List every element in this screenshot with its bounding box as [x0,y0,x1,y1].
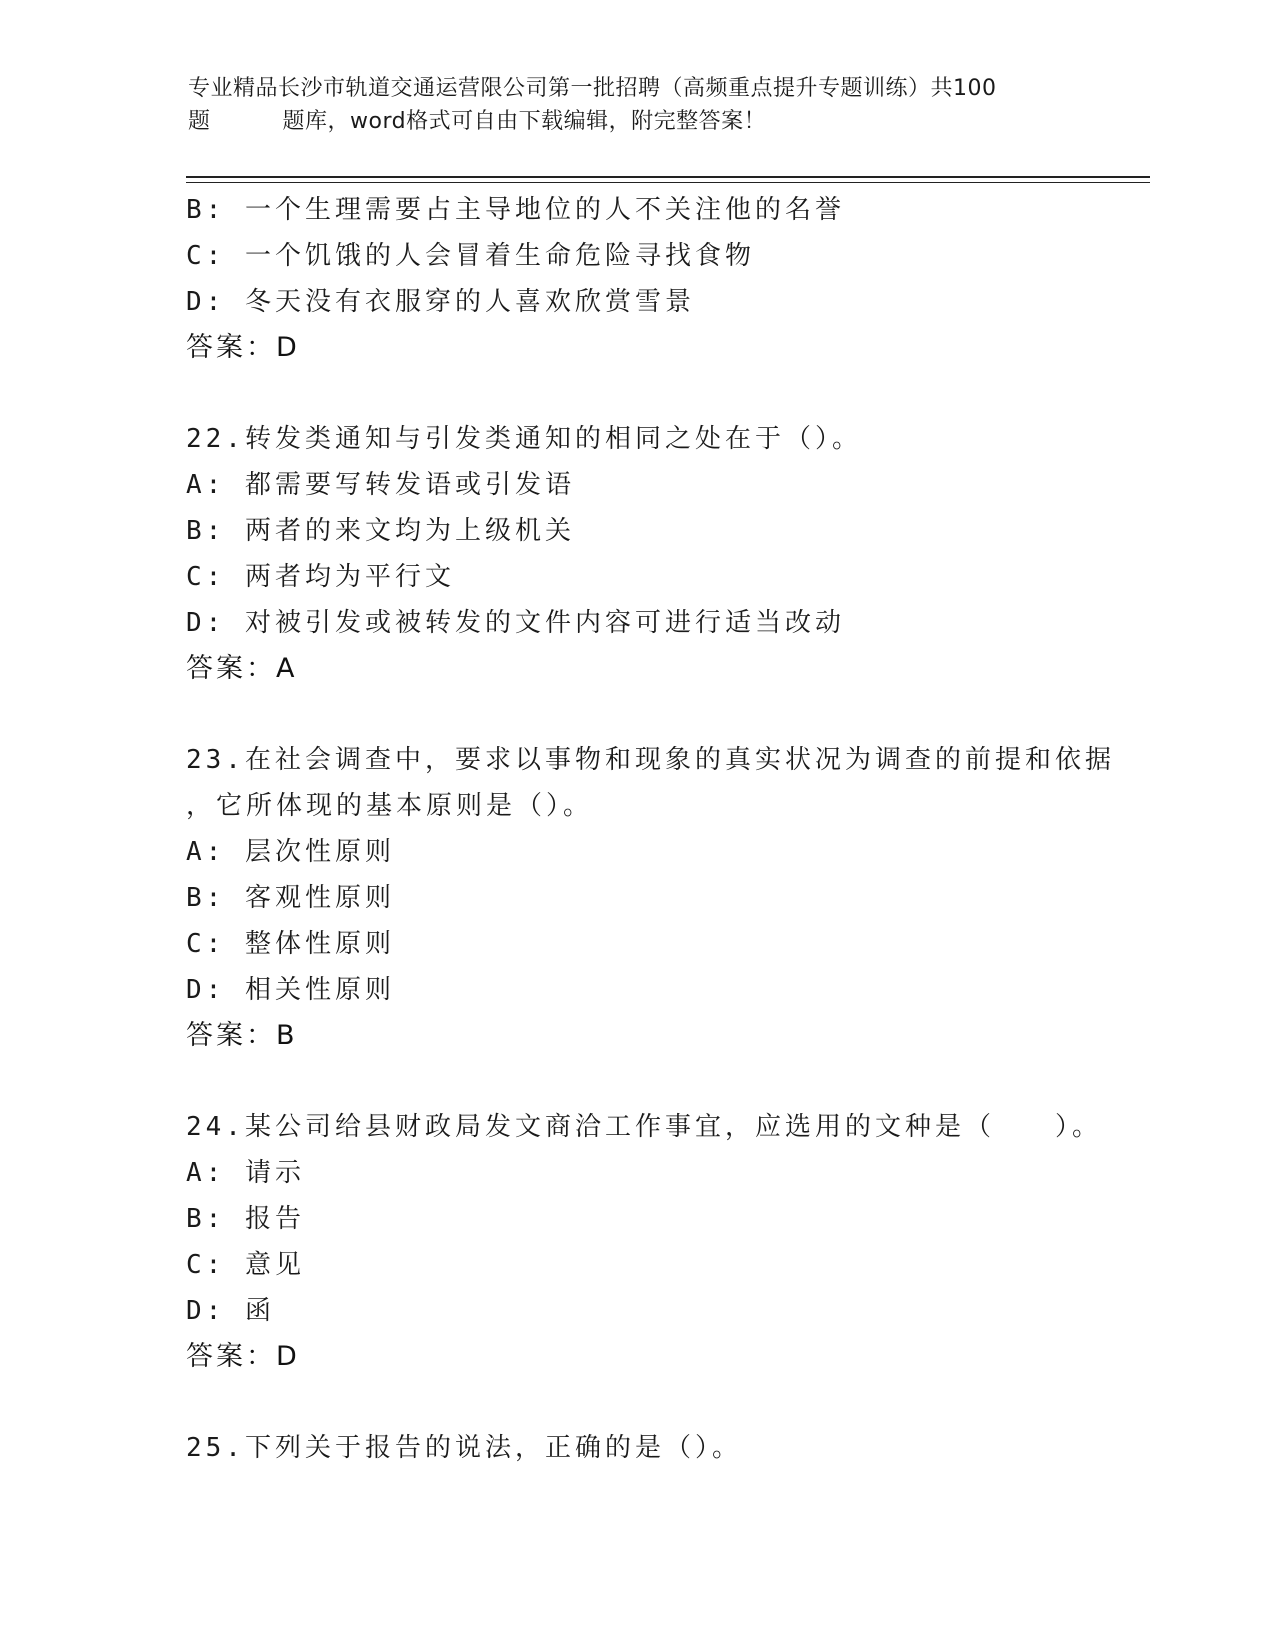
question-list [186,187,1115,1471]
header-divider-thin [186,182,1150,183]
answer-line: 答案：D [186,1341,300,1372]
option-a: A: 都需要写转发语或引发语 [186,470,575,500]
option-c: C: 意见 [186,1250,305,1280]
question-text: 25.下列关于报告的说法，正确的是（）。 [186,1433,742,1463]
option-d: D: 对被引发或被转发的文件内容可进行适当改动 [186,608,845,638]
header-title-line-2 [188,105,1088,138]
option-a: A: 层次性原则 [186,837,395,867]
question-text-line-2: ，它所体现的基本原则是（）。 [186,791,594,821]
option-b: B: 报告 [186,1204,305,1234]
header-divider-thick [186,176,1150,178]
question-22 [186,416,1106,692]
option-d: D: 相关性原则 [186,975,395,1005]
question-25 [186,1425,1106,1471]
answer-line: 答案：B [186,1020,298,1051]
header-title-line-2-right: 题库，word格式可自由下载编辑，附完整答案！ [282,109,767,134]
option-a: A: 请示 [186,1158,305,1188]
header-title-line-1: 专业精品长沙市轨道交通运营限公司第一批招聘（高频重点提升专题训练）共100 [188,76,997,101]
option-b: B: 一个生理需要占主导地位的人不关注他的名誉 [186,195,845,225]
question-21-tail [186,187,1106,371]
question-text: 22.转发类通知与引发类通知的相同之处在于（）。 [186,424,862,454]
option-c: C: 两者均为平行文 [186,562,455,592]
option-c: C: 整体性原则 [186,929,395,959]
option-b: B: 两者的来文均为上级机关 [186,516,575,546]
option-d: D: 冬天没有衣服穿的人喜欢欣赏雪景 [186,287,695,317]
answer-line: 答案：A [186,653,298,684]
question-text: 24.某公司给县财政局发文商洽工作事宜，应选用的文种是（ ）。 [186,1112,1102,1142]
document-header [188,72,1088,138]
header-title-line-2-left: 题 [188,109,211,134]
option-b: B: 客观性原则 [186,883,395,913]
answer-line: 答案：D [186,332,300,363]
option-d: D: 函 [186,1296,275,1326]
question-text-line-1: 23.在社会调查中，要求以事物和现象的真实状况为调查的前提和依据 [186,745,1115,775]
question-23 [186,737,1115,1059]
question-24 [186,1104,1106,1380]
option-c: C: 一个饥饿的人会冒着生命危险寻找食物 [186,241,755,271]
